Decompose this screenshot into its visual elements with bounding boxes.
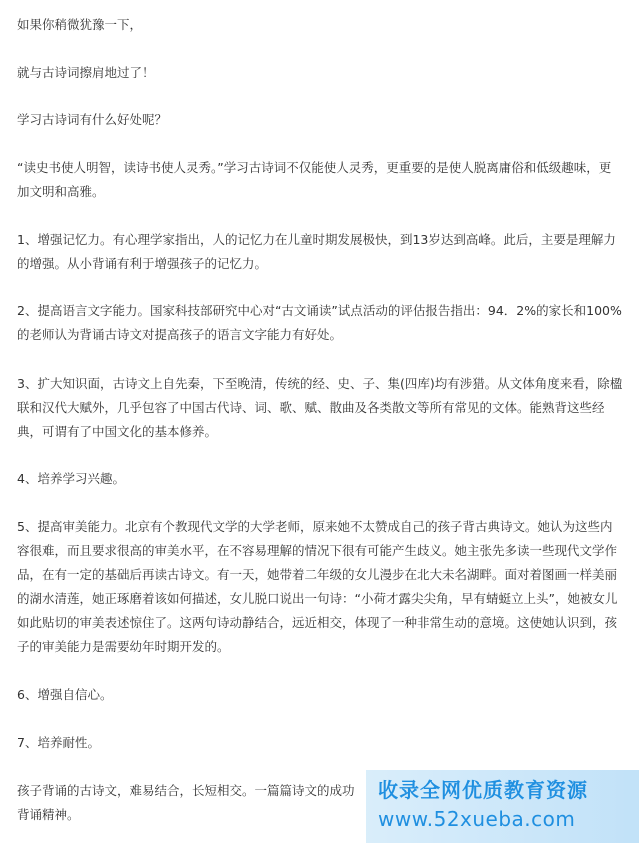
- paragraph-closing: 孩子背诵的古诗文，难易结合，长短相交。一篇篇诗文的成功背诵精神。: [17, 783, 355, 822]
- paragraph-intro-2: 就与古诗词擦肩地过了！: [17, 65, 155, 80]
- watermark-url: www.52xueba.com: [378, 807, 576, 831]
- site-watermark-banner: [366, 770, 639, 843]
- paragraph-point-7: 7、培养耐性。: [17, 735, 100, 750]
- paragraph-intro-1: 如果你稍微犹豫一下，: [17, 17, 143, 32]
- paragraph-question: 学习古诗词有什么好处呢？: [17, 112, 168, 127]
- paragraph-quote: “读史书使人明智，读诗书使人灵秀。”学习古诗词不仅能使人灵秀，更重要的是使人脱离庸俗和低级趣味，更加文明和高雅。: [17, 160, 612, 199]
- paragraph-point-2: 2、提高语言文字能力。国家科技部研究中心对“古文诵读”试点活动的评估报告指出：94．2%的家长和100%的老师认为背诵古诗文对提高孩子的语言文字能力有好处。: [17, 303, 622, 342]
- paragraph-point-1: 1、增强记忆力。有心理学家指出，人的记忆力在儿童时期发展极快，到13岁达到高峰。此后，主要是理解力的增强。从小背诵有利于增强孩子的记忆力。: [17, 232, 616, 271]
- watermark-slogan: 收录全网优质教育资源: [378, 778, 588, 802]
- paragraph-point-4: 4、培养学习兴趣。: [17, 471, 125, 486]
- paragraph-point-6: 6、增强自信心。: [17, 687, 113, 702]
- paragraph-point-5: 5、提高审美能力。北京有个教现代文学的大学老师，原来她不太赞成自己的孩子背古典诗文。她认为这些内容很难，而且要求很高的审美水平，在不容易理解的情况下很有可能产生歧义。她主张先多读一些现代文学作品，在有一定的基础后再读古诗文。有一天，她带着二年级的女儿漫步在北大未名湖畔。面对着图画一样美丽的湖水清莲，她正琢磨着该如何描述，女儿脱口说出一句诗：“小荷才露尖尖角，早有蜻蜓立上头”，她被女儿如此贴切的审美表述惊住了。这两句诗动静结合，远近相交，体现了一种非常生动的意境。这使她认识到，孩子的审美能力是需要幼年时期开发的。: [17, 519, 618, 654]
- paragraph-point-3: 3、扩大知识面，古诗文上自先秦，下至晚清，传统的经、史、子、集(四库)均有涉猎。从文体角度来看，除楹联和汉代大赋外，几乎包容了中国古代诗、词、歌、赋、散曲及各类散文等所有常见的文体。能熟背这些经典，可谓有了中国文化的基本修养。: [17, 376, 623, 439]
